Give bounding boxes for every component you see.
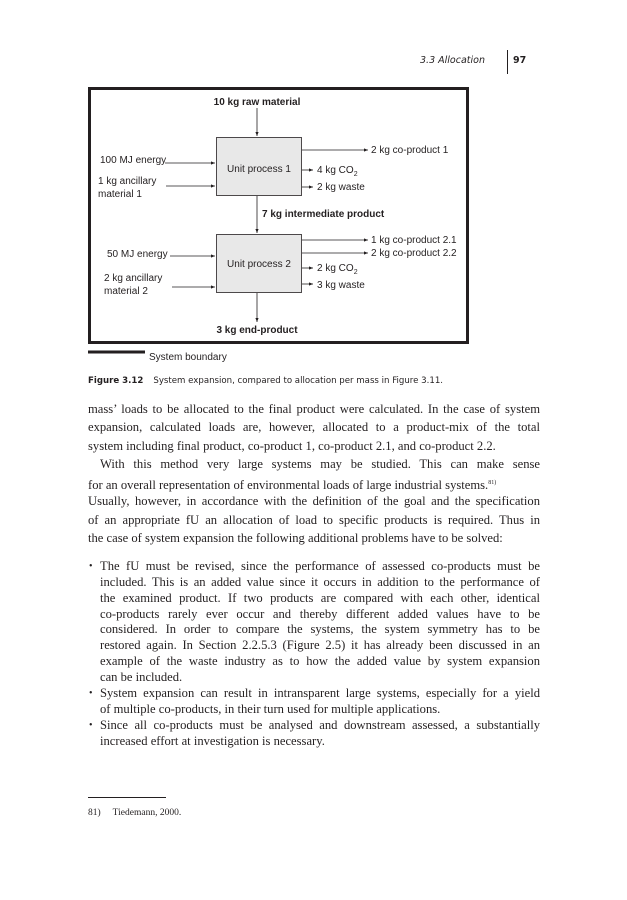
unit-process-1-label: Unit process 1 (227, 164, 291, 175)
bullet-line: example of the waste industry as to how the added value by system expansion (100, 654, 540, 668)
body-line: of an appropriate fU an allocation of load to specific products is required. Thus in (88, 513, 540, 527)
bullet-line: can be included. (100, 670, 183, 684)
bullet-line: The fU must be revised, since the performance of assessed co-products must be (100, 559, 540, 573)
coproduct-22-label: 2 kg co-product 2.2 (371, 248, 457, 259)
body-line: system including final product, co-product 1, co-product 2.1, and co-product 2.2. (88, 439, 496, 453)
body-line: With this method very large systems may be studied. This can make sense (100, 457, 540, 471)
body-line: expansion, calculated loads are, however, allocated to a product-mix of the total (88, 420, 540, 434)
running-header: 3.3 Allocation (420, 55, 485, 66)
coproduct-1-label: 2 kg co-product 1 (371, 145, 449, 156)
energy-2-label: 50 MJ energy (107, 249, 168, 260)
body-line: Usually, however, in accordance with the definition of the goal and the specification (88, 494, 540, 508)
caption-label: Figure 3.12 (88, 376, 144, 386)
bullet-line: restored again. In Section 2.2.5.3 (Figure 2.5) it has already been discussed in an (100, 638, 540, 652)
footnote (88, 808, 181, 818)
body-line: the case of system expansion the following additional problems have to be solved: (88, 531, 503, 545)
ancillary-1-label: 1 kg ancillary (98, 176, 157, 187)
unit-process-2-label: Unit process 2 (227, 259, 291, 270)
bullet-line: co-products rarely ever occur and thereby different added values have to be (100, 607, 540, 621)
body-line-text: for an overall representation of environmental loads of large industrial systems. (88, 478, 489, 493)
footnote-number: 81) (88, 808, 101, 818)
energy-1-label: 100 MJ energy (100, 155, 167, 166)
ancillary-1-label-2: material 1 (98, 189, 142, 200)
waste-1-label: 2 kg waste (317, 182, 365, 193)
footnote-reference[interactable]: 81) (488, 480, 497, 486)
legend-label: System boundary (149, 352, 227, 363)
end-product-label: 3 kg end-product (216, 325, 298, 336)
bullet-line: considered. In order to compare the systems, the system symmetry has to be (100, 622, 540, 636)
figure-caption (88, 376, 443, 386)
bullet-line: the examined product. If two products are compared with each other, identical (100, 591, 540, 605)
bullet-marker: • (89, 688, 93, 699)
footnote-divider (88, 797, 166, 798)
page-number: 97 (513, 55, 527, 66)
ancillary-2-label: 2 kg ancillary (104, 273, 163, 284)
bullet-line: Since all co-products must be analysed and downstream assessed, a substantially (100, 718, 540, 732)
bullet-line: System expansion can result in intransparent large systems, especially for a yield (100, 686, 540, 700)
bullet-marker: • (89, 561, 93, 572)
body-line: mass’ loads to be allocated to the final product were calculated. In the case of system (88, 402, 540, 416)
co2-1-label: 4 kg $CO_2$ (317, 165, 358, 178)
waste-2-label: 3 kg waste (317, 280, 365, 291)
caption-text: System expansion, compared to allocation per mass in Figure 3.11. (153, 376, 444, 386)
system-expansion-diagram (0, 0, 627, 370)
coproduct-21-label: 1 kg co-product 2.1 (371, 235, 457, 246)
raw-material-label: 10 kg raw material (213, 97, 301, 108)
footnote-text: Tiedemann, 2000. (112, 808, 182, 818)
bullet-line: of multiple co-products, in their turn used for multiple applications. (100, 702, 441, 716)
co2-2-label: 2 kg $CO_2$ (317, 263, 358, 276)
bullet-marker: • (89, 720, 93, 731)
ancillary-2-label-2: material 2 (104, 286, 148, 297)
bullet-line: increased effort at investigation is necessary. (100, 734, 325, 748)
bullet-line: included. This is an added value since it occurs in addition to the performance of (100, 575, 540, 589)
body-line (88, 476, 540, 493)
intermediate-label: 7 kg intermediate product (262, 209, 385, 220)
